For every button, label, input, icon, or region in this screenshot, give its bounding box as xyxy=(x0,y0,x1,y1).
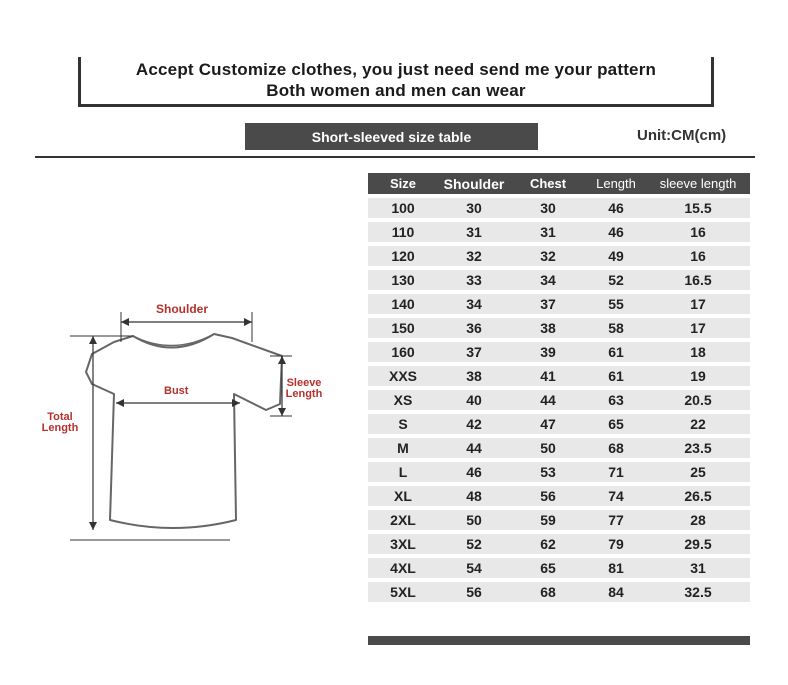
cell-sleeve-length: 29.5 xyxy=(646,534,750,554)
cell-sleeve-length: 22 xyxy=(646,414,750,434)
bust-label: Bust xyxy=(164,385,189,397)
header-banner xyxy=(78,57,714,107)
cell-chest: 31 xyxy=(510,222,586,242)
cell-size: 140 xyxy=(368,294,438,314)
cell-length: 52 xyxy=(586,270,646,290)
table-row xyxy=(368,486,750,506)
cell-chest: 30 xyxy=(510,198,586,218)
cell-size: 4XL xyxy=(368,558,438,578)
cell-chest: 37 xyxy=(510,294,586,314)
table-row xyxy=(368,414,750,434)
header-size: Size xyxy=(368,173,438,194)
cell-shoulder: 30 xyxy=(438,198,510,218)
cell-sleeve-length: 20.5 xyxy=(646,390,750,410)
cell-length: 61 xyxy=(586,366,646,386)
tshirt-diagram xyxy=(30,290,330,555)
table-row xyxy=(368,246,750,266)
cell-chest: 41 xyxy=(510,366,586,386)
cell-chest: 56 xyxy=(510,486,586,506)
table-row xyxy=(368,318,750,338)
cell-length: 84 xyxy=(586,582,646,602)
cell-size: 100 xyxy=(368,198,438,218)
banner-line-1: Accept Customize clothes, you just need send me your pattern xyxy=(135,60,657,79)
table-row xyxy=(368,582,750,602)
cell-size: L xyxy=(368,462,438,482)
total-length-label xyxy=(40,412,80,434)
unit-label: Unit:CM(cm) xyxy=(637,127,727,144)
cell-shoulder: 37 xyxy=(438,342,510,362)
cell-size: S xyxy=(368,414,438,434)
table-row xyxy=(368,438,750,458)
cell-sleeve-length: 31 xyxy=(646,558,750,578)
table-row xyxy=(368,294,750,314)
cell-size: 5XL xyxy=(368,582,438,602)
cell-shoulder: 48 xyxy=(438,486,510,506)
cell-size: M xyxy=(368,438,438,458)
header-length: Length xyxy=(586,173,646,194)
header-chest: Chest xyxy=(510,173,586,194)
cell-length: 49 xyxy=(586,246,646,266)
cell-length: 81 xyxy=(586,558,646,578)
cell-length: 61 xyxy=(586,342,646,362)
table-row xyxy=(368,462,750,482)
cell-shoulder: 38 xyxy=(438,366,510,386)
table-title: Short-sleeved size table xyxy=(245,123,538,150)
cell-sleeve-length: 15.5 xyxy=(646,198,750,218)
cell-chest: 59 xyxy=(510,510,586,530)
cell-shoulder: 40 xyxy=(438,390,510,410)
cell-chest: 53 xyxy=(510,462,586,482)
cell-chest: 50 xyxy=(510,438,586,458)
header-shoulder: Shoulder xyxy=(438,173,510,194)
sleeve-label-line2: Length xyxy=(285,388,323,400)
cell-shoulder: 50 xyxy=(438,510,510,530)
cell-chest: 39 xyxy=(510,342,586,362)
cell-shoulder: 34 xyxy=(438,294,510,314)
cell-sleeve-length: 32.5 xyxy=(646,582,750,602)
cell-chest: 47 xyxy=(510,414,586,434)
table-row xyxy=(368,366,750,386)
cell-shoulder: 33 xyxy=(438,270,510,290)
table-row xyxy=(368,558,750,578)
shoulder-label: Shoulder xyxy=(156,302,209,316)
cell-shoulder: 54 xyxy=(438,558,510,578)
divider xyxy=(35,156,755,158)
cell-shoulder: 42 xyxy=(438,414,510,434)
table-footer-bar xyxy=(368,636,750,645)
cell-sleeve-length: 18 xyxy=(646,342,750,362)
total-label-line1: Total xyxy=(47,411,73,423)
cell-size: XS xyxy=(368,390,438,410)
cell-shoulder: 36 xyxy=(438,318,510,338)
cell-size: 3XL xyxy=(368,534,438,554)
cell-sleeve-length: 28 xyxy=(646,510,750,530)
cell-size: 160 xyxy=(368,342,438,362)
cell-size: XL xyxy=(368,486,438,506)
cell-length: 63 xyxy=(586,390,646,410)
cell-size: 120 xyxy=(368,246,438,266)
cell-length: 46 xyxy=(586,198,646,218)
cell-chest: 68 xyxy=(510,582,586,602)
cell-size: XXS xyxy=(368,366,438,386)
cell-length: 65 xyxy=(586,414,646,434)
table-row xyxy=(368,534,750,554)
cell-chest: 34 xyxy=(510,270,586,290)
cell-size: 150 xyxy=(368,318,438,338)
cell-chest: 65 xyxy=(510,558,586,578)
table-row xyxy=(368,222,750,242)
table-row xyxy=(368,390,750,410)
header-sleeve-length: sleeve length xyxy=(646,173,750,194)
cell-sleeve-length: 17 xyxy=(646,318,750,338)
cell-sleeve-length: 19 xyxy=(646,366,750,386)
cell-shoulder: 44 xyxy=(438,438,510,458)
cell-shoulder: 46 xyxy=(438,462,510,482)
cell-chest: 38 xyxy=(510,318,586,338)
table-header-row xyxy=(368,173,750,194)
cell-length: 46 xyxy=(586,222,646,242)
cell-size: 110 xyxy=(368,222,438,242)
cell-chest: 62 xyxy=(510,534,586,554)
sleeve-label-line1: Sleeve xyxy=(286,377,322,389)
cell-chest: 32 xyxy=(510,246,586,266)
cell-shoulder: 32 xyxy=(438,246,510,266)
cell-sleeve-length: 16.5 xyxy=(646,270,750,290)
cell-length: 79 xyxy=(586,534,646,554)
cell-shoulder: 52 xyxy=(438,534,510,554)
sleeve-length-label xyxy=(284,378,324,400)
table-row xyxy=(368,198,750,218)
cell-length: 68 xyxy=(586,438,646,458)
cell-shoulder: 56 xyxy=(438,582,510,602)
cell-length: 74 xyxy=(586,486,646,506)
cell-sleeve-length: 16 xyxy=(646,246,750,266)
cell-size: 2XL xyxy=(368,510,438,530)
banner-line-2: Both women and men can wear xyxy=(266,81,526,100)
cell-sleeve-length: 26.5 xyxy=(646,486,750,506)
cell-length: 55 xyxy=(586,294,646,314)
table-row xyxy=(368,510,750,530)
cell-chest: 44 xyxy=(510,390,586,410)
table-row xyxy=(368,342,750,362)
cell-sleeve-length: 17 xyxy=(646,294,750,314)
cell-shoulder: 31 xyxy=(438,222,510,242)
cell-length: 77 xyxy=(586,510,646,530)
size-table xyxy=(368,169,750,606)
cell-size: 130 xyxy=(368,270,438,290)
table-row xyxy=(368,270,750,290)
cell-length: 71 xyxy=(586,462,646,482)
cell-length: 58 xyxy=(586,318,646,338)
cell-sleeve-length: 25 xyxy=(646,462,750,482)
total-label-line2: Length xyxy=(41,422,79,434)
cell-sleeve-length: 23.5 xyxy=(646,438,750,458)
cell-sleeve-length: 16 xyxy=(646,222,750,242)
